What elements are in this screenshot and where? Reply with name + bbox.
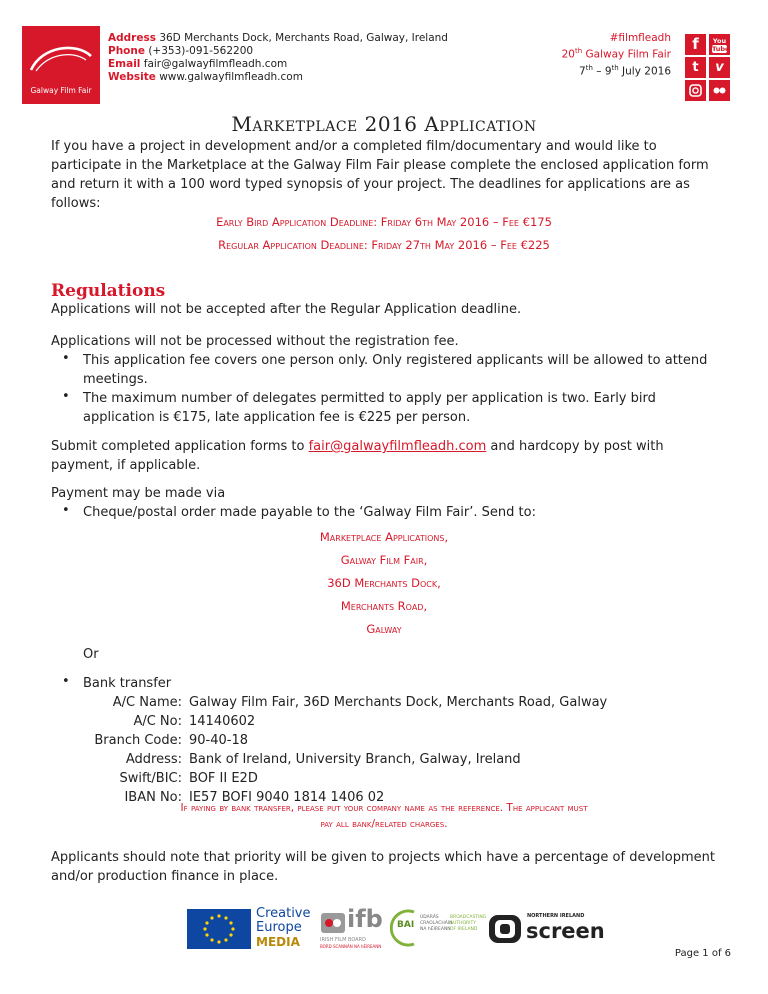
cheque-instructions: Cheque/postal order made payable to the ‘Galway Film Fair’. Send to: xyxy=(83,505,536,520)
social-icons xyxy=(685,34,732,100)
email-label: Email xyxy=(108,58,141,70)
postal-address-line: Merchants Road, xyxy=(340,599,428,613)
bai-irish-text xyxy=(420,915,453,933)
bank-key: Branch Code: xyxy=(94,733,182,748)
bank-transfer-label: Bank transfer xyxy=(83,676,172,691)
submit-post: and hardcopy by post with payment, if applicable. xyxy=(51,439,664,473)
dates-sep: – 9 xyxy=(592,65,612,77)
payment-intro: Payment may be made via xyxy=(51,486,226,501)
bai-ga-line: CRAOLACHÁIN xyxy=(420,921,453,926)
logo-text: Galway Film Fair xyxy=(30,86,92,95)
flickr-glyph xyxy=(709,80,730,101)
bank-value: 14140602 xyxy=(189,714,256,729)
bank-value: BOF II E2D xyxy=(189,771,258,786)
bank-value: Galway Film Fair, 36D Merchants Dock, Merchants Road, Galway xyxy=(189,695,608,710)
facebook-glyph: f xyxy=(692,35,699,53)
ifb-logo xyxy=(320,907,382,951)
media-text: MEDIA xyxy=(256,935,300,949)
address: 36D Merchants Dock, Merchants Road, Galway, Ireland xyxy=(159,32,448,44)
instagram-icon[interactable] xyxy=(685,80,706,101)
vimeo-glyph: v xyxy=(715,60,724,75)
postal-address-line: Galway xyxy=(366,622,402,636)
postal-address-line: Galway Film Fair, xyxy=(340,553,428,567)
bank-value: Bank of Ireland, University Branch, Galway, Ireland xyxy=(189,752,521,767)
bai-en-line: OF IRELAND xyxy=(450,927,478,932)
dates-start-sup: th xyxy=(585,63,593,72)
intro-paragraph: If you have a project in development and/or a completed film/documentary and would like to participate in the Marketplace at the Galway Film Fair please complete the enclosed application form and return it with a 100 word typed synopsis of your project. The deadlines for applications are as follows: xyxy=(51,139,709,211)
page-number: Page 1 of 6 xyxy=(674,948,731,959)
bullet-max-delegates: The maximum number of delegates permitted to apply per application is two. Early bird application is €175, late application fee is €225 per person. xyxy=(83,391,656,425)
edition-sup: th xyxy=(574,47,583,55)
ifb-text: ifb xyxy=(347,905,383,933)
bank-value: 90-40-18 xyxy=(189,733,249,748)
edition-number: 20 xyxy=(561,48,575,61)
or-text: Or xyxy=(83,647,99,662)
bank-value: IE57 BOFI 9040 1814 1406 02 xyxy=(189,790,385,805)
dates-rest: July 2016 xyxy=(618,65,671,77)
bank-key: A/C No: xyxy=(133,714,182,729)
postal-address-line: 36D Merchants Dock, xyxy=(327,576,441,590)
facebook-icon[interactable] xyxy=(685,34,706,55)
contact-block xyxy=(108,32,448,84)
bank-key: Swift/BIC: xyxy=(119,771,182,786)
bullet-dot: • xyxy=(62,674,70,689)
submit-pre: Submit completed application forms to xyxy=(51,439,309,454)
address-label: Address xyxy=(108,32,156,44)
regulations-p1: Applications will not be accepted after the Regular Application deadline. xyxy=(51,302,522,317)
website-label: Website xyxy=(108,71,156,83)
ifb-subtext-ga: BORD SCANNÁN NA hÉIREANN xyxy=(320,944,382,949)
regular-deadline: Regular Application Deadline: Friday 27th May 2016 – Fee €225 xyxy=(218,238,550,252)
bai-en-line: AUTHORITY xyxy=(450,921,476,926)
creative-text: Creative xyxy=(256,906,311,921)
bullet-dot: • xyxy=(62,351,70,366)
flickr-icon[interactable] xyxy=(709,80,730,101)
bai-ga-line: ÚDARÁS xyxy=(420,915,439,920)
page-title: Marketplace 2016 Application xyxy=(231,112,537,136)
phone-label: Phone xyxy=(108,45,145,57)
eu-flag-icon xyxy=(187,909,251,949)
website[interactable]: www.galwayfilmfleadh.com xyxy=(159,71,303,83)
dates-end-sup: th xyxy=(611,63,619,72)
bullet-fee-one-person: This application fee covers one person only. Only registered applicants will be allowed to attend meetings. xyxy=(83,353,708,387)
regulations-heading: Regulations xyxy=(51,281,166,301)
sponsor-logos xyxy=(187,905,637,951)
creative-europe-logo xyxy=(256,907,311,949)
submit-paragraph xyxy=(51,437,721,475)
ifb-emblem-icon xyxy=(320,911,346,935)
youtube-icon[interactable] xyxy=(709,34,730,55)
submit-email-link[interactable]: fair@galwayfilmfleadh.com xyxy=(308,439,487,454)
regulations-p2: Applications will not be processed without the registration fee. xyxy=(51,334,459,349)
bai-en-line: BROADCASTING xyxy=(450,915,487,920)
ni-screen-logo xyxy=(487,907,605,951)
edition-text: Galway Film Fair xyxy=(585,48,671,61)
priority-paragraph: Applicants should note that priority will be given to projects which have a percentage of development and/or production finance in place. xyxy=(51,850,715,884)
bank-note-line1: If paying by bank transfer, please put your company name as the reference. The applicant must xyxy=(180,802,588,814)
youtube-bottom: Tube xyxy=(712,45,730,53)
logo-swoosh-icon xyxy=(28,40,94,74)
europe-text: Europe xyxy=(256,920,302,935)
bank-key: IBAN No: xyxy=(124,790,182,805)
bai-english-text xyxy=(450,915,486,933)
bai-text: BAI xyxy=(397,920,415,930)
ifb-subtext: IRISH FILM BOARD xyxy=(320,937,366,943)
ni-text: NORTHERN IRELAND xyxy=(527,913,585,919)
ni-screen-emblem-icon xyxy=(487,911,523,947)
bullet-dot: • xyxy=(62,503,70,518)
screen-text: screen xyxy=(526,919,605,943)
dates-start: 7 xyxy=(579,65,586,77)
galway-film-fair-logo xyxy=(22,26,100,104)
twitter-icon[interactable] xyxy=(685,57,706,78)
bullet-dot: • xyxy=(62,389,70,404)
bank-key: Address: xyxy=(125,752,182,767)
phone: (+353)-091-562200 xyxy=(148,45,254,57)
postal-address-line: Marketplace Applications, xyxy=(319,530,449,544)
bai-logo xyxy=(390,907,487,951)
instagram-glyph xyxy=(685,80,706,101)
tagline-block xyxy=(562,32,671,78)
bank-key: A/C Name: xyxy=(112,695,182,710)
bai-ga-line: NA hÉIREANN xyxy=(420,927,451,932)
early-bird-deadline: Early Bird Application Deadline: Friday 6th May 2016 – Fee €175 xyxy=(216,215,552,229)
vimeo-icon[interactable] xyxy=(709,57,730,78)
hashtag: #filmfleadh xyxy=(609,32,671,44)
email[interactable]: fair@galwayfilmfleadh.com xyxy=(143,58,288,70)
youtube-top: You xyxy=(712,37,727,45)
bank-note-line2: pay all bank/related charges. xyxy=(320,818,448,830)
twitter-glyph: t xyxy=(692,60,699,75)
